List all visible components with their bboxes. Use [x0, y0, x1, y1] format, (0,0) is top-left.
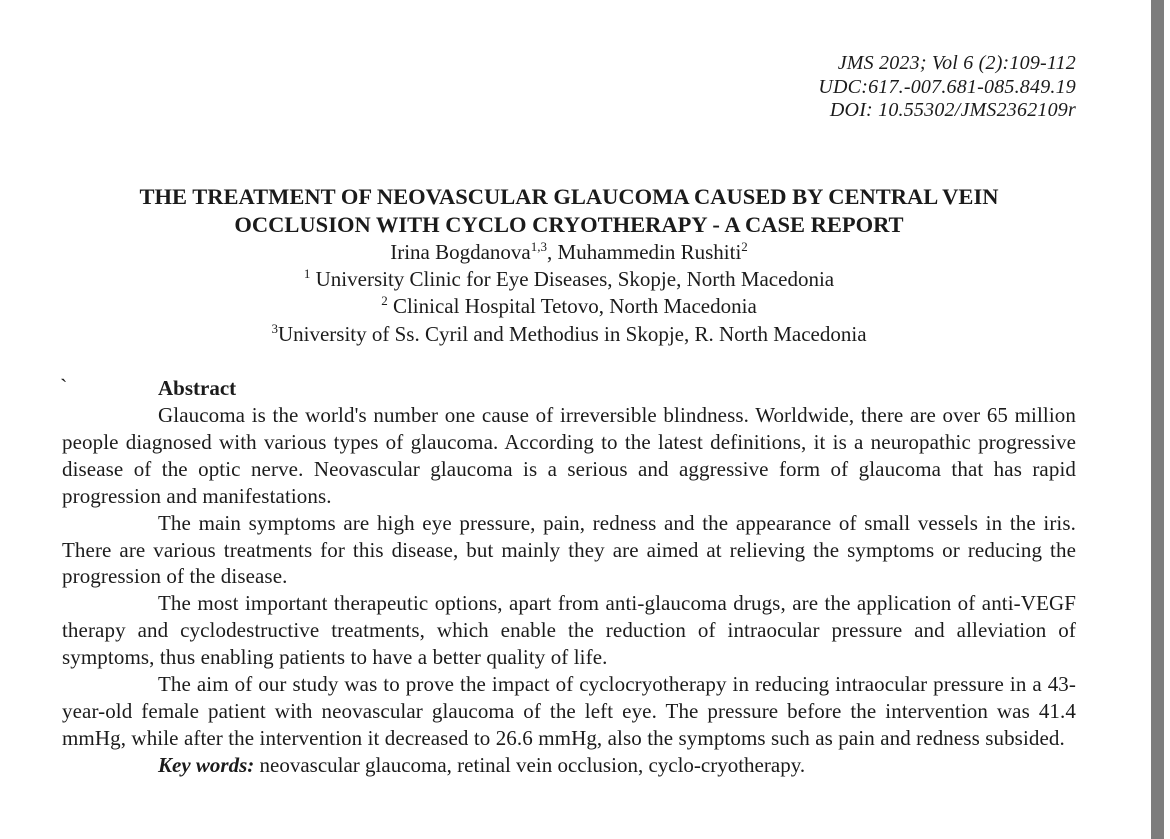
paper-title-line-1: THE TREATMENT OF NEOVASCULAR GLAUCOMA CAUSED BY CENTRAL VEIN	[139, 183, 999, 209]
doi-number: DOI: 10.55302/JMS2362109r	[829, 99, 1076, 121]
keywords-label: Key words:	[158, 752, 255, 777]
keywords-line	[62, 752, 1076, 779]
affiliation-2	[62, 293, 1076, 321]
stray-grave-mark: `	[60, 374, 68, 399]
affiliation-1	[62, 266, 1076, 294]
affiliations-block	[62, 266, 1076, 349]
abstract-paragraph-4: The aim of our study was to prove the impact of cyclocryotherapy in reducing intraocular pressure in a 43-year-old female patient with neovascular glaucoma of the left eye. The pressure before the intervention was 41.4 mmHg, while after the intervention it decreased to 26.6 mmHg, also the symptoms such as pain and redness subsided.	[62, 672, 1076, 750]
authors-separator: ,	[547, 239, 558, 264]
journal-meta-block	[62, 0, 1076, 123]
affiliation-1-text: University Clinic for Eye Diseases, Skopje, North Macedonia	[310, 266, 835, 291]
author-1-name: Irina Bogdanova	[390, 239, 531, 264]
affiliation-3	[62, 321, 1076, 349]
udc-number: UDC:617.-007.681-085.849.19	[818, 75, 1076, 98]
document-page	[62, 0, 1076, 779]
journal-citation: JMS 2023; Vol 6 (2):109-112	[837, 52, 1076, 74]
affiliation-1-marker: 1	[303, 265, 311, 281]
author-2-name: Muhammedin Rushiti	[557, 239, 742, 264]
author-1-affiliation-marker: 1,3	[530, 238, 548, 254]
abstract-heading: Abstract	[158, 376, 237, 400]
author-2-affiliation-marker: 2	[741, 238, 748, 254]
affiliation-2-text: Clinical Hospital Tetovo, North Macedonia	[387, 294, 757, 318]
affiliation-3-text: University of Ss. Cyril and Methodius in Skopje, R. North Macedonia	[277, 321, 867, 346]
scrollbar[interactable]	[1151, 0, 1164, 839]
abstract-paragraph-2: The main symptoms are high eye pressure, pain, redness and the appearance of small vessels in the iris. There are various treatments for this disease, but mainly they are aimed at relieving the symptoms or reducing the progression of the disease.	[62, 510, 1076, 589]
paper-title	[62, 183, 1076, 239]
affiliation-3-marker: 3	[271, 320, 278, 336]
abstract-paragraph-1: Glaucoma is the world's number one cause of irreversible blindness. Worldwide, there are over 65 million people diagnosed with various types of glaucoma. According to the latest definitions, it is a neuropathic progressive disease of the optic nerve. Neovascular glaucoma is a serious and aggressive form of glaucoma that has rapid progression and manifestations.	[62, 403, 1076, 508]
abstract-heading-row	[62, 375, 1076, 402]
affiliation-2-marker: 2	[381, 293, 388, 308]
authors-line	[62, 239, 1076, 266]
abstract-paragraph-3: The most important therapeutic options, apart from anti-glaucoma drugs, are the application of anti-VEGF therapy and cyclodestructive treatments, which enable the reduction of intraocular pressure and alleviation of symptoms, thus enabling patients to have a better quality of life.	[62, 591, 1076, 670]
keywords-text: neovascular glaucoma, retinal vein occlusion, cyclo-cryotherapy.	[254, 752, 806, 777]
paper-title-line-2: OCCLUSION WITH CYCLO CRYOTHERAPY - A CASE REPORT	[234, 211, 904, 237]
